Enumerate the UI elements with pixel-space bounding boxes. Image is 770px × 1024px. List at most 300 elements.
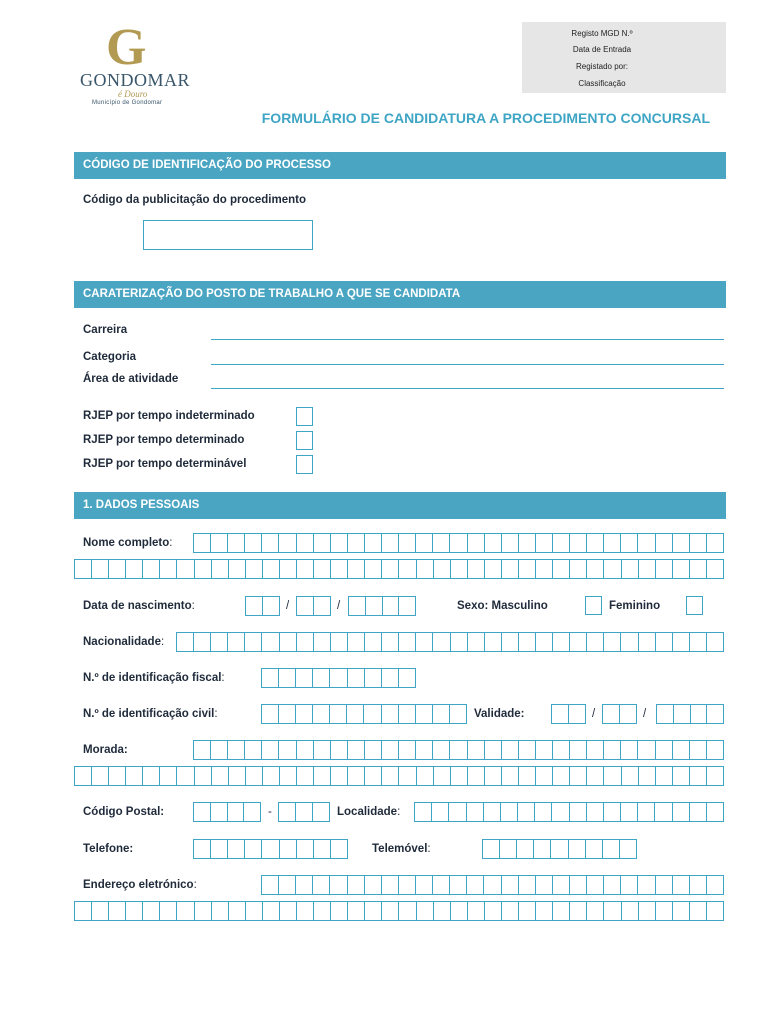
character-cell[interactable] (262, 876, 279, 894)
character-cell[interactable] (553, 902, 570, 920)
character-cell[interactable] (707, 705, 723, 723)
character-cell[interactable] (570, 560, 587, 578)
character-cell[interactable] (331, 534, 348, 552)
character-cell[interactable] (484, 803, 501, 821)
character-cell[interactable] (262, 840, 279, 858)
character-cell[interactable] (690, 741, 707, 759)
character-cell[interactable] (365, 633, 382, 651)
birth-year-input[interactable] (348, 596, 416, 616)
character-cell[interactable] (468, 741, 485, 759)
character-cell[interactable] (451, 560, 468, 578)
character-cell[interactable] (570, 741, 587, 759)
character-cell[interactable] (536, 534, 553, 552)
character-cell[interactable] (399, 902, 416, 920)
character-cell[interactable] (690, 560, 707, 578)
character-cell[interactable] (534, 840, 551, 858)
character-cell[interactable] (297, 597, 314, 615)
character-cell[interactable] (551, 840, 568, 858)
character-cell[interactable] (517, 840, 534, 858)
character-cell[interactable] (348, 741, 365, 759)
rjep-indeterminate-checkbox[interactable] (296, 407, 313, 426)
character-cell[interactable] (622, 902, 639, 920)
character-cell[interactable] (228, 803, 245, 821)
character-cell[interactable] (603, 705, 620, 723)
character-cell[interactable] (484, 876, 501, 894)
character-cell[interactable] (228, 741, 245, 759)
character-cell[interactable] (586, 840, 603, 858)
character-cell[interactable] (75, 767, 92, 785)
character-cell[interactable] (502, 633, 519, 651)
character-cell[interactable] (314, 840, 331, 858)
character-cell[interactable] (262, 741, 279, 759)
birth-day-input[interactable] (245, 596, 280, 616)
character-cell[interactable] (468, 534, 485, 552)
character-cell[interactable] (690, 902, 707, 920)
character-cell[interactable] (604, 876, 621, 894)
character-cell[interactable] (279, 876, 296, 894)
character-cell[interactable] (416, 741, 433, 759)
character-cell[interactable] (330, 876, 347, 894)
character-cell[interactable] (673, 803, 690, 821)
character-cell[interactable] (228, 840, 245, 858)
character-cell[interactable] (382, 876, 399, 894)
character-cell[interactable] (502, 741, 519, 759)
character-cell[interactable] (348, 902, 365, 920)
character-cell[interactable] (349, 597, 366, 615)
full-name-input-line2[interactable] (74, 559, 724, 579)
character-cell[interactable] (399, 534, 416, 552)
character-cell[interactable] (519, 902, 536, 920)
character-cell[interactable] (707, 902, 723, 920)
character-cell[interactable] (604, 741, 621, 759)
character-cell[interactable] (587, 876, 604, 894)
character-cell[interactable] (383, 597, 400, 615)
character-cell[interactable] (75, 902, 92, 920)
character-cell[interactable] (296, 803, 313, 821)
activity-area-field[interactable] (211, 388, 724, 389)
character-cell[interactable] (348, 876, 365, 894)
character-cell[interactable] (656, 741, 673, 759)
character-cell[interactable] (587, 767, 604, 785)
character-cell[interactable] (468, 902, 485, 920)
character-cell[interactable] (382, 560, 399, 578)
character-cell[interactable] (109, 902, 126, 920)
phone-input[interactable] (193, 839, 348, 859)
character-cell[interactable] (485, 633, 502, 651)
character-cell[interactable] (211, 741, 228, 759)
character-cell[interactable] (279, 669, 296, 687)
character-cell[interactable] (109, 560, 126, 578)
character-cell[interactable] (347, 705, 364, 723)
character-cell[interactable] (348, 669, 365, 687)
character-cell[interactable] (296, 669, 313, 687)
character-cell[interactable] (570, 633, 587, 651)
character-cell[interactable] (639, 560, 656, 578)
postal-code-second-input[interactable] (278, 802, 330, 822)
address-input-line2[interactable] (74, 766, 724, 786)
character-cell[interactable] (553, 633, 570, 651)
character-cell[interactable] (92, 560, 109, 578)
character-cell[interactable] (707, 767, 723, 785)
character-cell[interactable] (674, 705, 691, 723)
character-cell[interactable] (297, 633, 314, 651)
category-field[interactable] (211, 364, 724, 365)
character-cell[interactable] (502, 767, 519, 785)
character-cell[interactable] (382, 902, 399, 920)
character-cell[interactable] (212, 767, 229, 785)
character-cell[interactable] (399, 741, 416, 759)
character-cell[interactable] (279, 803, 296, 821)
character-cell[interactable] (331, 767, 348, 785)
character-cell[interactable] (656, 876, 673, 894)
character-cell[interactable] (536, 741, 553, 759)
character-cell[interactable] (673, 767, 690, 785)
character-cell[interactable] (229, 902, 246, 920)
character-cell[interactable] (382, 669, 399, 687)
character-cell[interactable] (314, 560, 331, 578)
character-cell[interactable] (331, 741, 348, 759)
character-cell[interactable] (603, 840, 620, 858)
character-cell[interactable] (313, 876, 330, 894)
character-cell[interactable] (382, 633, 399, 651)
character-cell[interactable] (417, 767, 434, 785)
character-cell[interactable] (467, 803, 484, 821)
mobile-input[interactable] (482, 839, 637, 859)
character-cell[interactable] (656, 902, 673, 920)
character-cell[interactable] (262, 633, 279, 651)
character-cell[interactable] (638, 741, 655, 759)
character-cell[interactable] (143, 767, 160, 785)
character-cell[interactable] (297, 902, 314, 920)
character-cell[interactable] (246, 560, 263, 578)
character-cell[interactable] (314, 902, 331, 920)
character-cell[interactable] (587, 534, 604, 552)
character-cell[interactable] (194, 534, 211, 552)
character-cell[interactable] (365, 560, 382, 578)
character-cell[interactable] (314, 597, 330, 615)
rjep-determinate-checkbox[interactable] (296, 431, 313, 450)
character-cell[interactable] (364, 705, 381, 723)
character-cell[interactable] (365, 741, 382, 759)
character-cell[interactable] (587, 741, 604, 759)
character-cell[interactable] (245, 840, 262, 858)
validity-month-input[interactable] (602, 704, 637, 724)
character-cell[interactable] (587, 803, 604, 821)
character-cell[interactable] (365, 876, 382, 894)
character-cell[interactable] (399, 597, 415, 615)
character-cell[interactable] (433, 741, 450, 759)
character-cell[interactable] (587, 560, 604, 578)
character-cell[interactable] (348, 534, 365, 552)
character-cell[interactable] (195, 902, 212, 920)
character-cell[interactable] (519, 876, 536, 894)
character-cell[interactable] (485, 560, 502, 578)
character-cell[interactable] (485, 767, 502, 785)
character-cell[interactable] (673, 876, 690, 894)
character-cell[interactable] (433, 633, 450, 651)
character-cell[interactable] (519, 633, 536, 651)
character-cell[interactable] (501, 803, 518, 821)
character-cell[interactable] (211, 803, 228, 821)
character-cell[interactable] (569, 705, 585, 723)
character-cell[interactable] (673, 902, 690, 920)
character-cell[interactable] (126, 560, 143, 578)
character-cell[interactable] (280, 840, 297, 858)
sex-male-checkbox[interactable] (585, 596, 602, 615)
character-cell[interactable] (656, 560, 673, 578)
character-cell[interactable] (194, 633, 211, 651)
character-cell[interactable] (690, 876, 707, 894)
character-cell[interactable] (468, 767, 485, 785)
character-cell[interactable] (604, 902, 621, 920)
character-cell[interactable] (450, 876, 467, 894)
character-cell[interactable] (536, 902, 553, 920)
character-cell[interactable] (263, 597, 279, 615)
character-cell[interactable] (434, 560, 451, 578)
character-cell[interactable] (638, 534, 655, 552)
character-cell[interactable] (690, 633, 707, 651)
character-cell[interactable] (416, 876, 433, 894)
character-cell[interactable] (553, 534, 570, 552)
character-cell[interactable] (331, 902, 348, 920)
character-cell[interactable] (365, 534, 382, 552)
character-cell[interactable] (519, 534, 536, 552)
character-cell[interactable] (673, 534, 690, 552)
character-cell[interactable] (279, 705, 296, 723)
character-cell[interactable] (330, 669, 347, 687)
character-cell[interactable] (691, 705, 708, 723)
character-cell[interactable] (211, 534, 228, 552)
character-cell[interactable] (280, 633, 297, 651)
character-cell[interactable] (143, 902, 160, 920)
character-cell[interactable] (502, 876, 519, 894)
character-cell[interactable] (639, 767, 656, 785)
character-cell[interactable] (450, 705, 466, 723)
character-cell[interactable] (177, 633, 194, 651)
character-cell[interactable] (656, 633, 673, 651)
character-cell[interactable] (416, 705, 433, 723)
character-cell[interactable] (382, 705, 399, 723)
character-cell[interactable] (502, 902, 519, 920)
character-cell[interactable] (399, 705, 416, 723)
character-cell[interactable] (314, 741, 331, 759)
character-cell[interactable] (229, 560, 246, 578)
character-cell[interactable] (263, 902, 280, 920)
character-cell[interactable] (348, 767, 365, 785)
sex-female-checkbox[interactable] (686, 596, 703, 615)
character-cell[interactable] (211, 633, 228, 651)
character-cell[interactable] (177, 767, 194, 785)
character-cell[interactable] (536, 876, 553, 894)
character-cell[interactable] (331, 840, 347, 858)
character-cell[interactable] (212, 902, 229, 920)
character-cell[interactable] (707, 534, 723, 552)
character-cell[interactable] (382, 741, 399, 759)
character-cell[interactable] (467, 876, 484, 894)
character-cell[interactable] (245, 534, 262, 552)
publication-code-input[interactable] (143, 220, 313, 250)
character-cell[interactable] (673, 633, 690, 651)
character-cell[interactable] (536, 633, 553, 651)
character-cell[interactable] (297, 560, 314, 578)
character-cell[interactable] (655, 803, 672, 821)
character-cell[interactable] (313, 705, 330, 723)
character-cell[interactable] (399, 560, 416, 578)
character-cell[interactable] (416, 534, 433, 552)
character-cell[interactable] (604, 560, 621, 578)
character-cell[interactable] (553, 767, 570, 785)
character-cell[interactable] (553, 741, 570, 759)
character-cell[interactable] (432, 803, 449, 821)
character-cell[interactable] (570, 803, 587, 821)
character-cell[interactable] (451, 633, 468, 651)
character-cell[interactable] (552, 705, 569, 723)
character-cell[interactable] (211, 840, 228, 858)
character-cell[interactable] (519, 560, 536, 578)
character-cell[interactable] (621, 876, 638, 894)
character-cell[interactable] (518, 803, 535, 821)
character-cell[interactable] (195, 560, 212, 578)
character-cell[interactable] (229, 767, 246, 785)
character-cell[interactable] (553, 876, 570, 894)
character-cell[interactable] (365, 902, 382, 920)
character-cell[interactable] (433, 705, 450, 723)
character-cell[interactable] (450, 534, 467, 552)
character-cell[interactable] (314, 534, 331, 552)
character-cell[interactable] (245, 633, 262, 651)
character-cell[interactable] (417, 560, 434, 578)
character-cell[interactable] (570, 767, 587, 785)
character-cell[interactable] (433, 534, 450, 552)
character-cell[interactable] (246, 597, 263, 615)
character-cell[interactable] (262, 534, 279, 552)
character-cell[interactable] (365, 669, 382, 687)
character-cell[interactable] (331, 633, 348, 651)
address-input[interactable] (193, 740, 724, 760)
character-cell[interactable] (415, 803, 432, 821)
character-cell[interactable] (622, 560, 639, 578)
career-field[interactable] (211, 339, 724, 340)
character-cell[interactable] (707, 741, 723, 759)
character-cell[interactable] (262, 669, 279, 687)
character-cell[interactable] (638, 803, 655, 821)
character-cell[interactable] (263, 767, 280, 785)
character-cell[interactable] (244, 803, 260, 821)
character-cell[interactable] (638, 876, 655, 894)
character-cell[interactable] (690, 534, 707, 552)
character-cell[interactable] (707, 803, 723, 821)
character-cell[interactable] (451, 767, 468, 785)
character-cell[interactable] (604, 803, 621, 821)
character-cell[interactable] (587, 633, 604, 651)
validity-year-input[interactable] (656, 704, 724, 724)
character-cell[interactable] (177, 902, 194, 920)
character-cell[interactable] (194, 741, 211, 759)
character-cell[interactable] (75, 560, 92, 578)
character-cell[interactable] (485, 741, 502, 759)
character-cell[interactable] (279, 534, 296, 552)
character-cell[interactable] (485, 534, 502, 552)
character-cell[interactable] (500, 840, 517, 858)
character-cell[interactable] (246, 902, 263, 920)
civil-id-input[interactable] (261, 704, 467, 724)
character-cell[interactable] (552, 803, 569, 821)
character-cell[interactable] (657, 705, 674, 723)
character-cell[interactable] (262, 705, 279, 723)
character-cell[interactable] (707, 560, 723, 578)
rjep-determinable-checkbox[interactable] (296, 455, 313, 474)
character-cell[interactable] (570, 534, 587, 552)
character-cell[interactable] (382, 534, 399, 552)
character-cell[interactable] (194, 803, 211, 821)
character-cell[interactable] (621, 741, 638, 759)
character-cell[interactable] (399, 669, 415, 687)
character-cell[interactable] (313, 669, 330, 687)
character-cell[interactable] (502, 560, 519, 578)
character-cell[interactable] (399, 767, 416, 785)
character-cell[interactable] (245, 741, 262, 759)
character-cell[interactable] (621, 534, 638, 552)
locality-input[interactable] (414, 802, 724, 822)
character-cell[interactable] (212, 560, 229, 578)
character-cell[interactable] (587, 902, 604, 920)
character-cell[interactable] (450, 741, 467, 759)
character-cell[interactable] (673, 741, 690, 759)
character-cell[interactable] (604, 633, 621, 651)
birth-month-input[interactable] (296, 596, 331, 616)
character-cell[interactable] (195, 767, 212, 785)
character-cell[interactable] (297, 767, 314, 785)
character-cell[interactable] (620, 705, 636, 723)
character-cell[interactable] (690, 803, 707, 821)
character-cell[interactable] (313, 803, 329, 821)
character-cell[interactable] (160, 902, 177, 920)
character-cell[interactable] (570, 902, 587, 920)
character-cell[interactable] (296, 705, 313, 723)
character-cell[interactable] (382, 767, 399, 785)
character-cell[interactable] (639, 902, 656, 920)
character-cell[interactable] (519, 767, 536, 785)
character-cell[interactable] (177, 560, 194, 578)
character-cell[interactable] (399, 876, 416, 894)
character-cell[interactable] (468, 633, 485, 651)
character-cell[interactable] (160, 560, 177, 578)
character-cell[interactable] (280, 902, 297, 920)
character-cell[interactable] (622, 767, 639, 785)
character-cell[interactable] (348, 633, 365, 651)
character-cell[interactable] (280, 560, 297, 578)
character-cell[interactable] (365, 767, 382, 785)
character-cell[interactable] (314, 767, 331, 785)
character-cell[interactable] (297, 534, 314, 552)
character-cell[interactable] (280, 767, 297, 785)
character-cell[interactable] (228, 633, 245, 651)
character-cell[interactable] (434, 902, 451, 920)
character-cell[interactable] (535, 803, 552, 821)
character-cell[interactable] (314, 633, 331, 651)
nationality-input[interactable] (176, 632, 724, 652)
character-cell[interactable] (399, 633, 416, 651)
character-cell[interactable] (246, 767, 263, 785)
character-cell[interactable] (468, 560, 485, 578)
character-cell[interactable] (502, 534, 519, 552)
character-cell[interactable] (620, 840, 636, 858)
character-cell[interactable] (451, 902, 468, 920)
character-cell[interactable] (417, 902, 434, 920)
character-cell[interactable] (109, 767, 126, 785)
character-cell[interactable] (194, 840, 211, 858)
character-cell[interactable] (228, 534, 245, 552)
